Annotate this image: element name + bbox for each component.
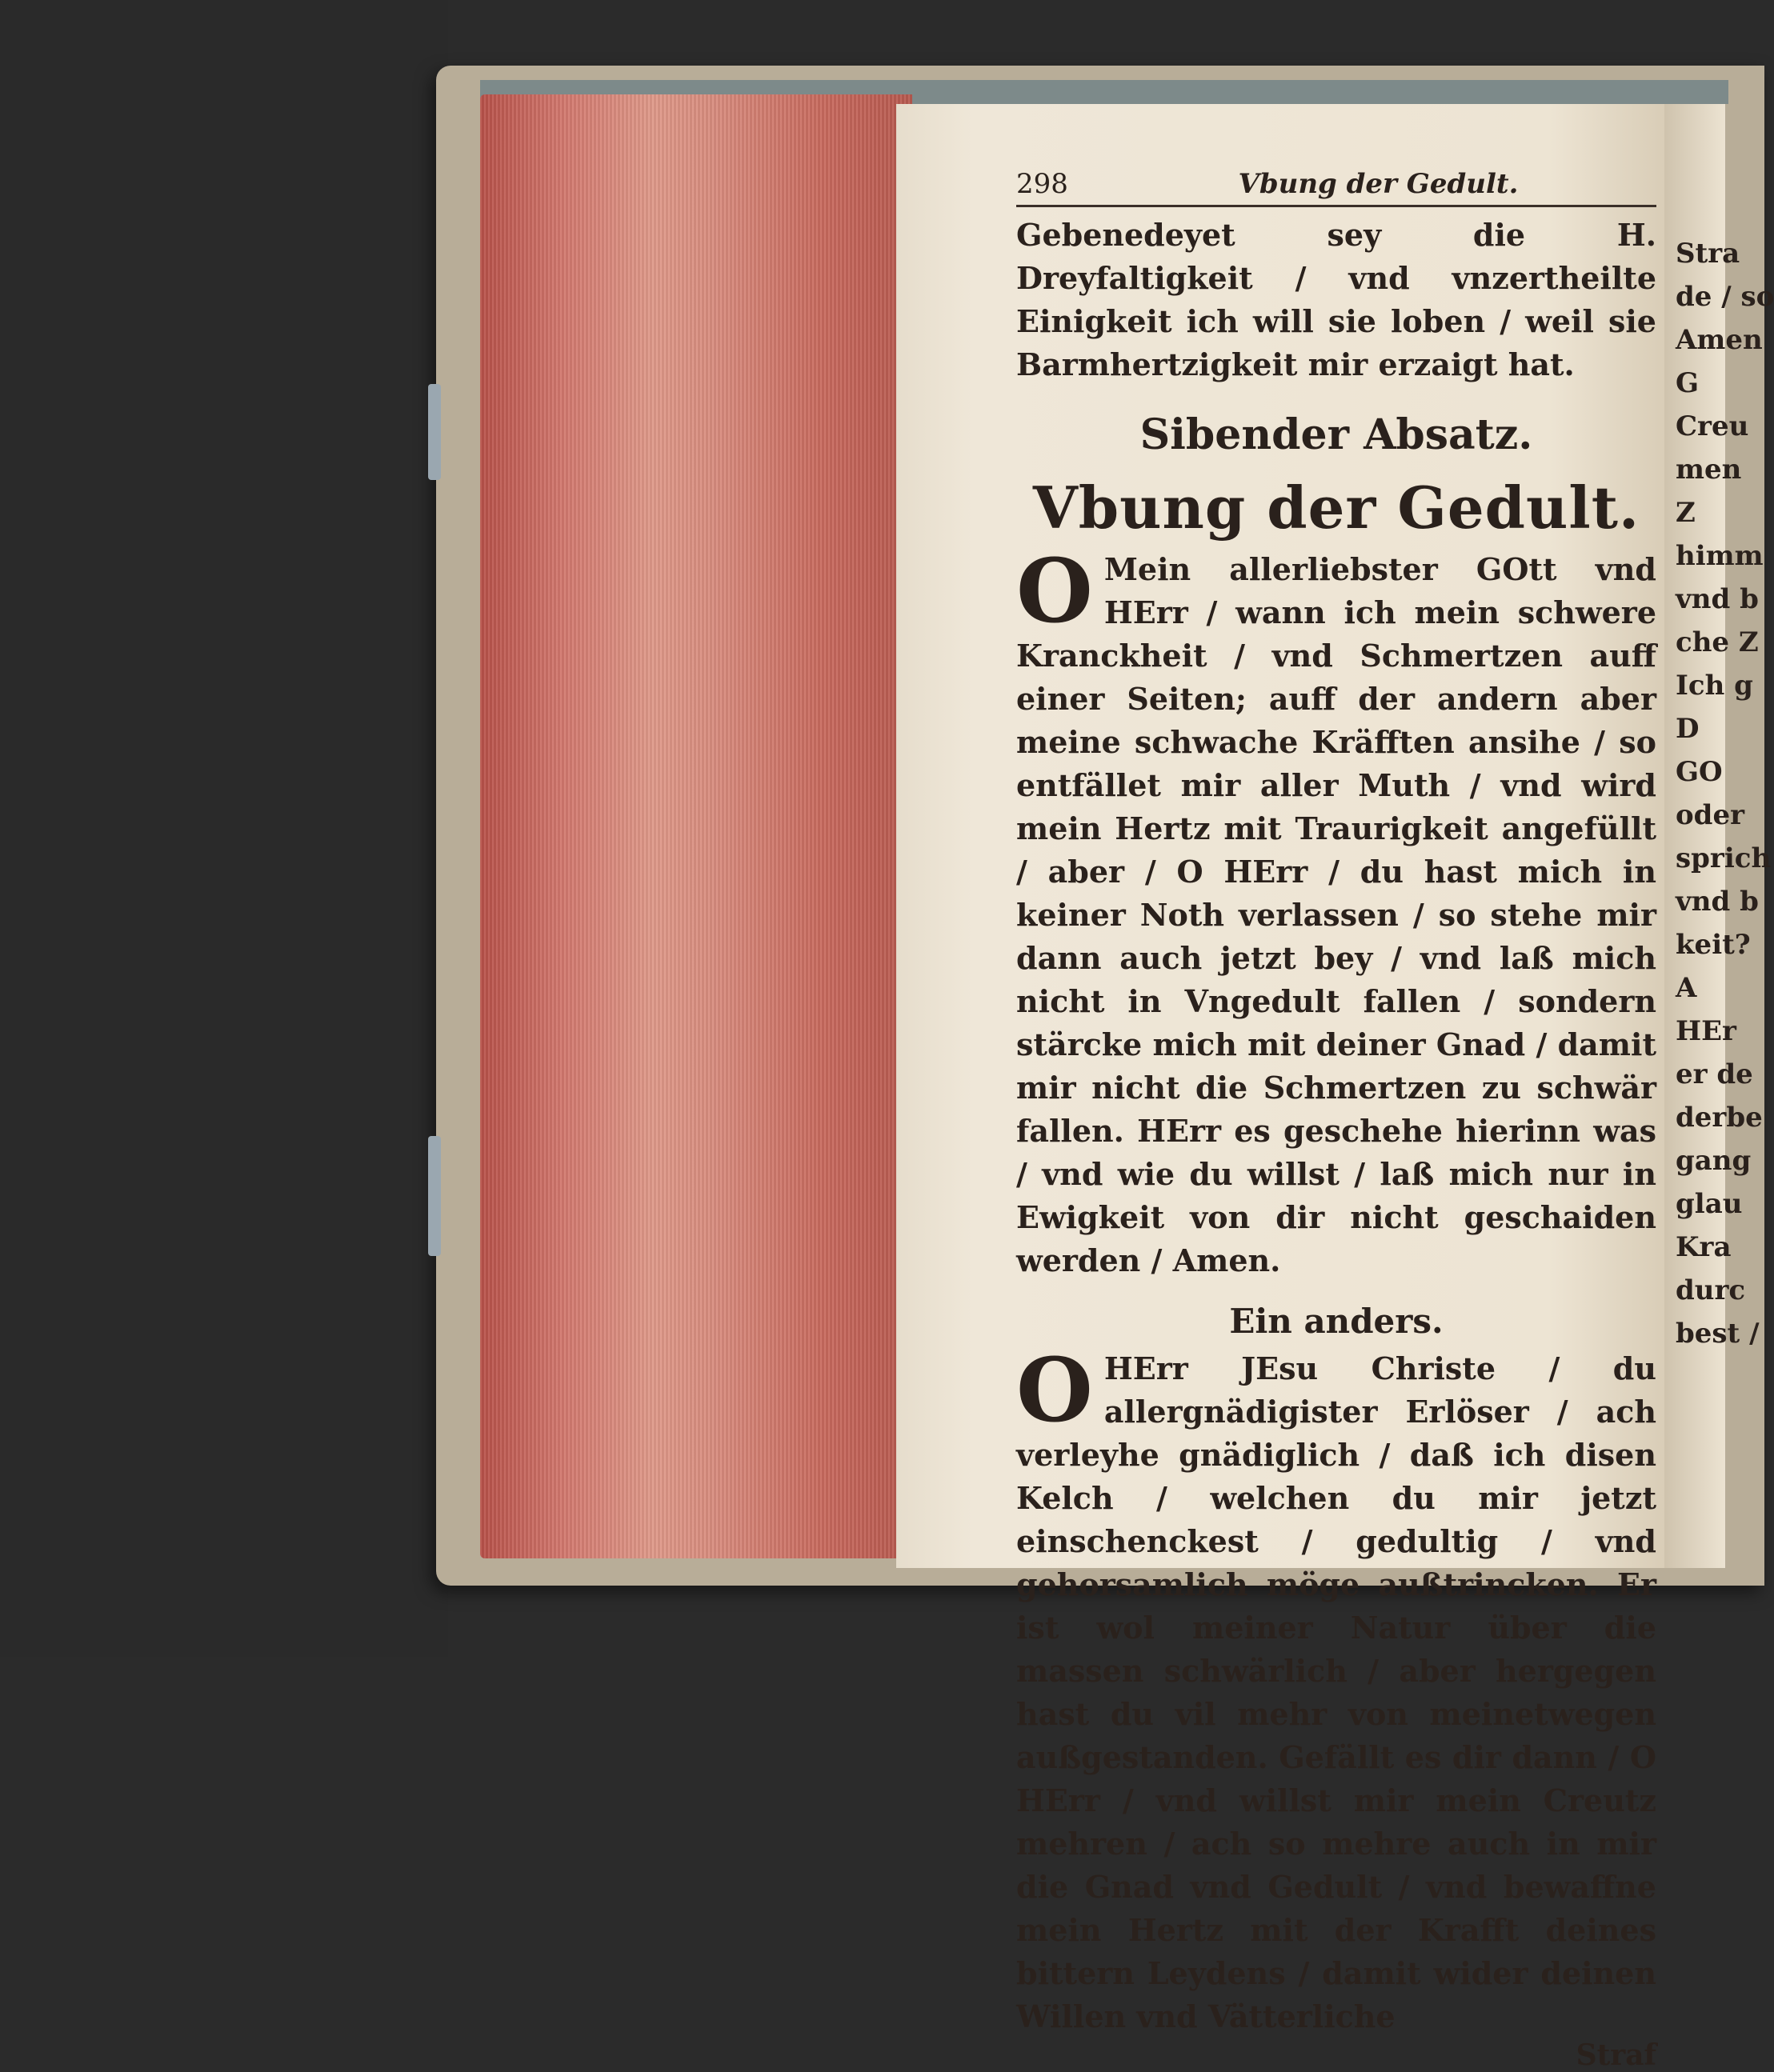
next-page-fragment: gang xyxy=(1676,1145,1752,1177)
next-page-fragment: A xyxy=(1676,972,1697,1004)
page-header xyxy=(1016,168,1656,207)
next-page-fragment: glau xyxy=(1676,1188,1743,1220)
next-page xyxy=(1664,104,1774,1568)
next-page-fragment: G xyxy=(1676,367,1700,399)
next-page-fragment: derbe xyxy=(1676,1102,1763,1134)
next-page-fragment: Amen xyxy=(1676,324,1763,356)
next-page-fragment: Ich g xyxy=(1676,670,1753,702)
prayer-two-text: HErr JEsu Christe / du allergnädigister Erlöser / ach verleyhe gnädiglich / daß ich disen Kelch / welchen du mir jetzt einschenckest / gedultig / vnd gehorsamlich möge außtrincken. Er ist wol meiner Natur über die massen schwärlich / aber hergegen hast du vil mehr von meinetwegen außgestanden. Gefällt es dir dann / O HErr / vnd willst mir mein Creutz mehren / ach so mehre auch in mir die Gnad vnd Gedult / vnd bewaffne mein Hertz mit der Krafft deines bittern Leydens / damit wider deinen Willen vnd Vätterliche xyxy=(1016,1350,1656,2034)
page-content xyxy=(1016,168,1656,2072)
prayer-one-text: Mein allerliebster GOtt vnd HErr / wann ich mein schwere Kranckheit / vnd Schmertzen auff einer Seiten; auff der andern aber meine schwache Kräfften ansihe / so entfället mir aller Muth / vnd wird mein Hertz mit Traurigkeit angefüllt / aber / O HErr / du hast mich in keiner Noth verlassen / so stehe mir dann auch jetzt bey / vnd laß mich nicht in Vngedult fallen / sondern stärcke mich mit deiner Gnad / damit mir nicht die Schmertzen zu schwär fallen. HErr es geschehe hierinn was / vnd wie du willst / laß mich nur in Ewigkeit von dir nicht geschaiden werden / Amen. xyxy=(1016,551,1656,1278)
subheading: Ein anders. xyxy=(1229,1302,1444,1341)
chapter-title: Vbung der Gedult. xyxy=(1032,474,1640,542)
running-head: Vbung der Gedult. xyxy=(1238,168,1519,200)
next-page-fragment: durc xyxy=(1676,1274,1746,1306)
clasp-icon xyxy=(428,384,441,480)
next-page-fragment: de / so xyxy=(1676,281,1774,313)
section-heading: Sibender Absatz. xyxy=(1139,410,1533,459)
prayer-two xyxy=(1016,1338,1656,2038)
next-page-fragment: D xyxy=(1676,713,1700,745)
drop-cap: O xyxy=(1016,1338,1093,1442)
page-edge xyxy=(480,94,912,1558)
next-page-fragment: vnd b xyxy=(1676,886,1759,918)
next-page-fragment: best / xyxy=(1676,1318,1760,1350)
next-page-fragment: che Z xyxy=(1676,626,1759,658)
next-page-fragment: er de xyxy=(1676,1058,1753,1090)
page-number: 298 xyxy=(1016,168,1068,200)
next-page-fragment: HEr xyxy=(1676,1015,1736,1047)
next-page-fragment: vnd b xyxy=(1676,583,1759,615)
next-page-fragment: Creu xyxy=(1676,410,1749,442)
next-page-fragment: Kra xyxy=(1676,1231,1732,1263)
next-page-fragment: sprich xyxy=(1676,842,1772,874)
catchword: Straf xyxy=(1576,2038,1656,2072)
drop-cap: O xyxy=(1016,539,1093,642)
next-page-fragment: keit? xyxy=(1676,929,1751,961)
prayer-one xyxy=(1016,539,1656,1282)
clasp-icon xyxy=(428,1136,441,1256)
next-page-fragment: himm xyxy=(1676,540,1764,572)
intro-text: Gebenedeyet sey die H. Dreyfaltigkeit / vnd vnzertheilte Einigkeit ich will sie loben / weil sie Barmhertzigkeit mir erzaigt hat. xyxy=(1016,217,1656,382)
next-page-fragment: oder xyxy=(1676,799,1744,831)
background xyxy=(0,0,448,1657)
next-page-fragment: men xyxy=(1676,454,1742,486)
next-page-fragment: GO xyxy=(1676,756,1723,788)
next-page-fragment: Stra xyxy=(1676,238,1740,270)
next-page-fragment: Z xyxy=(1676,497,1696,529)
